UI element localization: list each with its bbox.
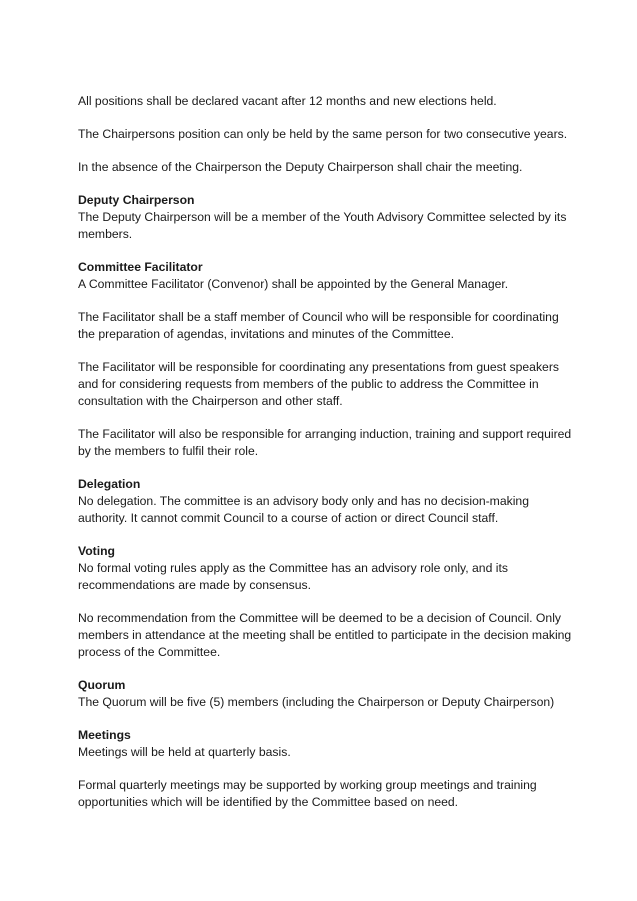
document-page [78,93,578,827]
committee-facilitator-section [78,259,578,293]
section-heading: Quorum [78,678,126,692]
facilitator-paragraph: The Facilitator shall be a staff member of Council who will be responsible for coordinating the preparation of agendas, invitations and minutes of the Committee. [78,310,559,341]
quorum-section [78,677,578,711]
facilitator-paragraph: The Facilitator will be responsible for coordinating any presentations from guest speakers and for considering requests from members of the public to address the Committee in consultation with the Chairperson and other staff. [78,360,559,408]
meetings-paragraph: Formal quarterly meetings may be supported by working group meetings and training opportunities which will be identified by the Committee based on need. [78,778,537,809]
facilitator-paragraph: The Facilitator will also be responsible for arranging induction, training and support required by the members to fulfil their role. [78,427,572,458]
section-heading: Delegation [78,477,141,491]
intro-paragraph: All positions shall be declared vacant after 12 months and new elections held. [78,94,497,108]
intro-paragraph: In the absence of the Chairperson the Deputy Chairperson shall chair the meeting. [78,160,523,174]
voting-section [78,543,578,594]
delegation-section [78,476,578,527]
section-heading: Meetings [78,728,131,742]
section-body: No formal voting rules apply as the Committee has an advisory role only, and its recommendations are made by consensus. [78,561,508,592]
section-body: Meetings will be held at quarterly basis. [78,745,291,759]
section-body: The Quorum will be five (5) members (including the Chairperson or Deputy Chairperson) [78,695,555,709]
section-body: A Committee Facilitator (Convenor) shall be appointed by the General Manager. [78,277,509,291]
intro-paragraph: The Chairpersons position can only be held by the same person for two consecutive years. [78,127,568,141]
section-body: No delegation. The committee is an advisory body only and has no decision-making authority. It cannot commit Council to a course of action or direct Council staff. [78,494,529,525]
section-heading: Committee Facilitator [78,260,203,274]
voting-paragraph: No recommendation from the Committee will be deemed to be a decision of Council. Only members in attendance at the meeting shall be entitled to participate in the decision making process of the Committee. [78,611,572,659]
meetings-section [78,727,578,761]
section-heading: Deputy Chairperson [78,193,195,207]
deputy-chairperson-section [78,192,578,243]
section-heading: Voting [78,544,116,558]
section-body: The Deputy Chairperson will be a member of the Youth Advisory Committee selected by its members. [78,210,567,241]
